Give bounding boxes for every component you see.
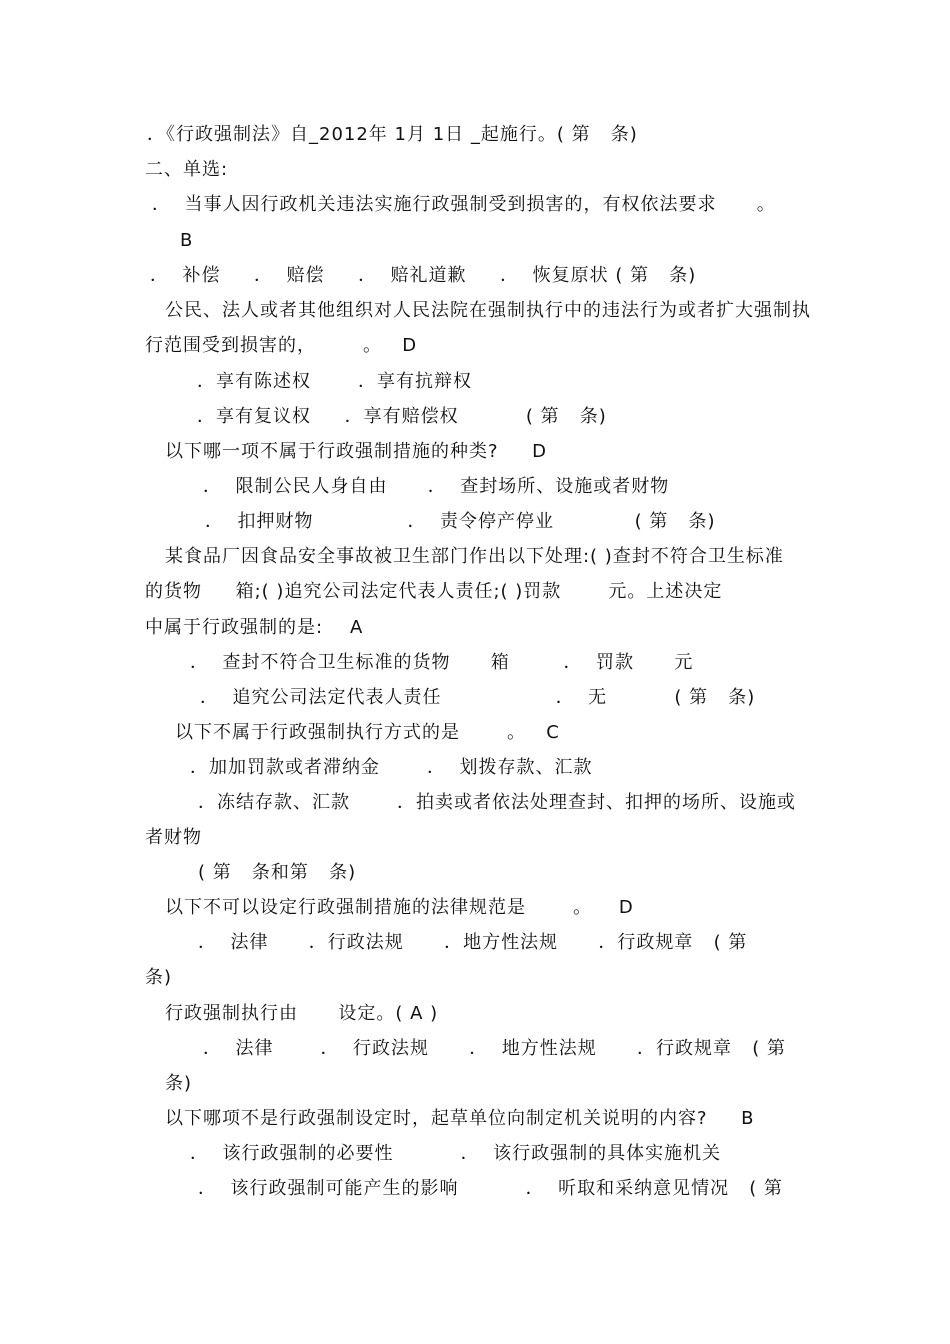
text-line: 以下哪项不是行政强制设定时，起草单位向制定机关说明的内容? B <box>165 1108 755 1129</box>
section-heading: 二、单选: <box>145 159 229 180</box>
option-line: ． 追究公司法定代表人责任 ． 无 ( 第 条) <box>200 687 756 708</box>
text-line: 某食品厂因食品安全事故被卫生部门作出以下处理:( )查封不符合卫生标准 <box>165 546 784 567</box>
text-line: 条) <box>165 1073 193 1094</box>
text-line: 者财物 <box>145 827 202 848</box>
option-line: ． 扣押财物 ． 责令停产停业 ( 第 条) <box>205 511 716 532</box>
option-line: ． 法律 ．行政法规 ．地方性法规 ．行政规章 ( 第 <box>198 932 748 953</box>
text-line: 以下不可以设定行政强制措施的法律规范是 。 D <box>165 897 634 918</box>
option-line: ． 该行政强制的必要性 ． 该行政强制的具体实施机关 <box>190 1143 722 1164</box>
text-line: 行范围受到损害的， 。 D <box>145 335 418 356</box>
text-line: ． 当事人因行政机关违法实施行政强制受到损害的，有权依法要求 。 <box>152 194 776 215</box>
option-line: ．享有复议权 ．享有赔偿权 ( 第 条) <box>197 406 607 427</box>
text-line: 行政强制执行由 设定。( A ) <box>165 1003 439 1024</box>
text-line: 中属于行政强制的是: A <box>145 617 364 638</box>
option-line: ． 补偿 ． 赔偿 ． 赔礼道歉 ． 恢复原状 ( 第 条) <box>150 265 697 286</box>
text-line: 以下不属于行政强制执行方式的是 。 C <box>175 722 560 743</box>
text-line: 条) <box>145 967 173 988</box>
option-line: ．加加罚款或者滞纳金 ． 划拨存款、汇款 <box>190 757 593 778</box>
text-line: ．《行政强制法》自_2012年 1月 1日 _起施行。( 第 条) <box>147 124 638 145</box>
option-line: ． 该行政强制可能产生的影响 ． 听取和采纳意见情况 ( 第 <box>198 1178 784 1199</box>
text-line: ( 第 条和第 条) <box>198 862 357 883</box>
option-line: ． 法律 ． 行政法规 ． 地方性法规 ．行政规章 ( 第 <box>203 1038 786 1059</box>
option-line: ． 查封不符合卫生标准的货物 箱 ． 罚款 元 <box>190 652 694 673</box>
text-line: 以下哪一项不属于行政强制措施的种类? D <box>165 441 548 462</box>
option-line: ．冻结存款、汇款 ．拍卖或者依法处理查封、扣押的场所、设施或 <box>198 792 797 813</box>
option-line: ． 限制公民人身自由 ． 查封场所、设施或者财物 <box>203 476 670 497</box>
answer-label: B <box>180 230 194 251</box>
option-line: ．享有陈述权 ．享有抗辩权 <box>197 371 473 392</box>
text-line: 的货物 箱;( )追究公司法定代表人责任;( )罚款 元。上述决定 <box>145 581 723 602</box>
text-line: 公民、法人或者其他组织对人民法院在强制执行中的违法行为或者扩大强制执 <box>165 300 811 321</box>
